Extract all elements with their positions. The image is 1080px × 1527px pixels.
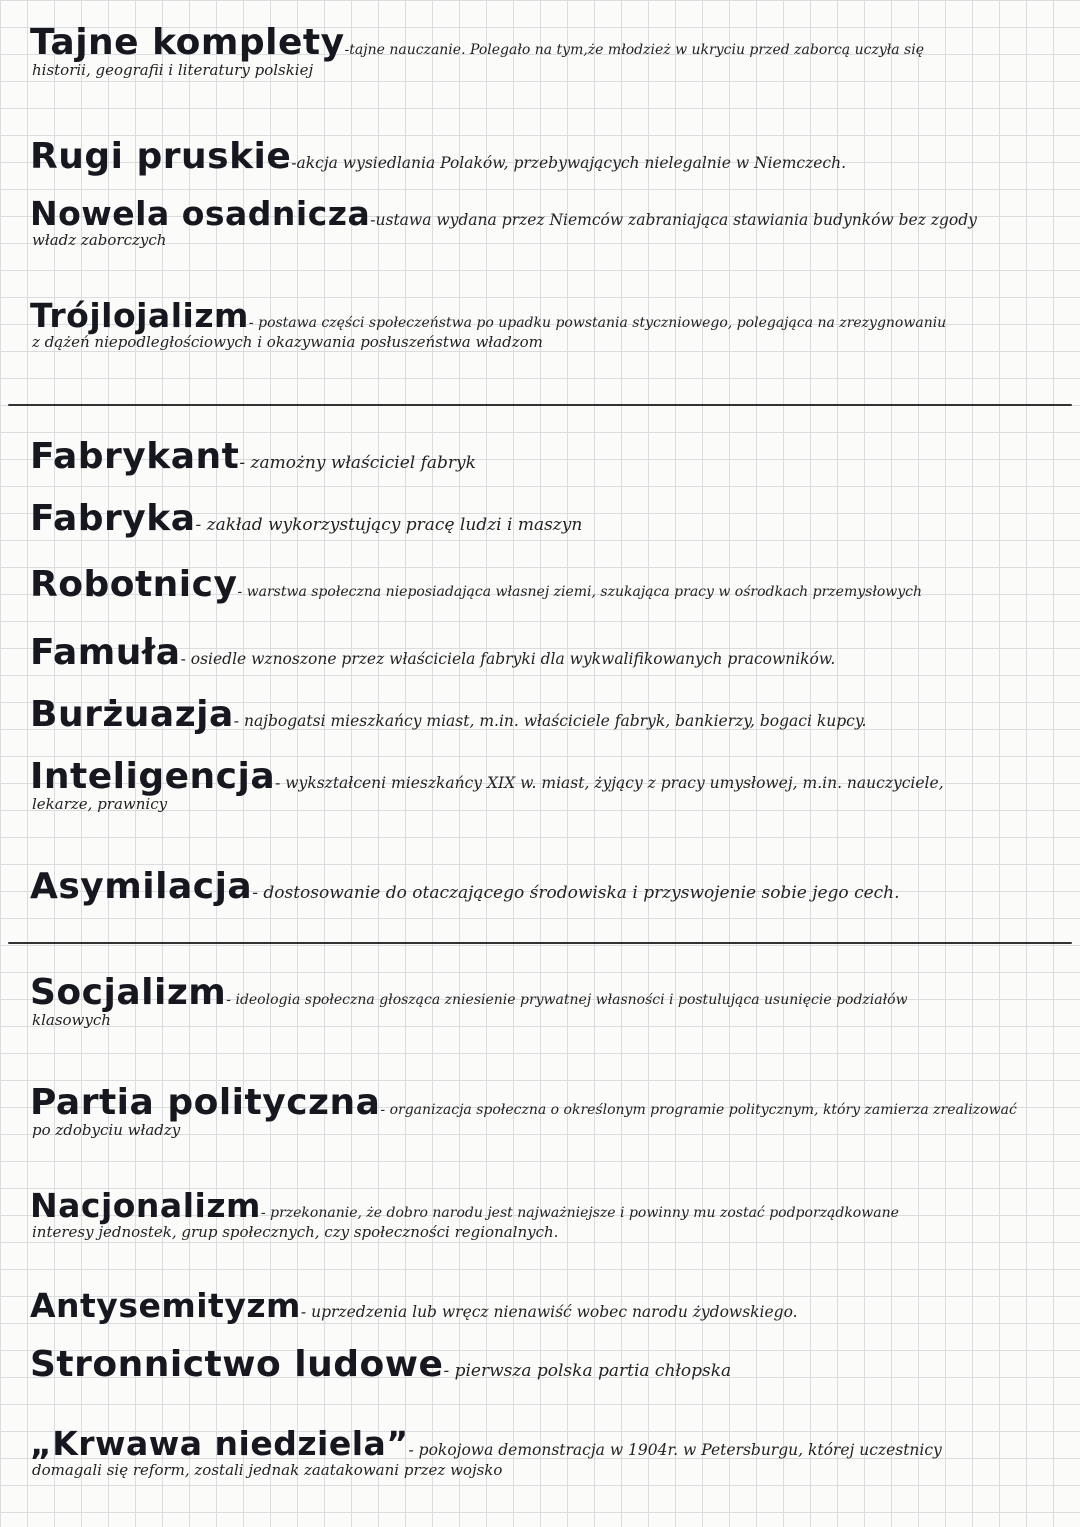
definition: - warstwa społeczna nieposiadająca własnej ziemi, szukająca pracy w ośrodkach przemysłowych	[237, 584, 923, 600]
term: Inteligencja	[30, 756, 276, 797]
definition: - ideologia społeczna głosząca zniesienie prywatnej własności i postulująca usunięcie podziałów	[226, 992, 908, 1008]
definition: - zamożny właściciel fabryk	[239, 453, 476, 473]
term: Famuła	[30, 632, 181, 673]
definition: - przekonanie, że dobro narodu jest najważniejsze i powinny mu zostać podporządkowane	[260, 1205, 899, 1221]
definition-continuation: po zdobyciu władzy	[32, 1121, 181, 1139]
definition: - osiedle wznoszone przez właściciela fabryki dla wykwalifikowanych pracowników.	[180, 650, 836, 668]
definition-continuation: z dążeń niepodległościowych i okazywania posłuszeństwa władzom	[32, 333, 543, 351]
definition: - pierwsza polska partia chłopska	[443, 1361, 732, 1381]
definition: - zakład wykorzystujący pracę ludzi i maszyn	[195, 515, 583, 535]
term: Nacjonalizm	[30, 1186, 261, 1225]
term: „Krwawa niedziela”	[30, 1424, 409, 1463]
entry-famula	[30, 632, 1050, 673]
entry-nacjonalizm	[30, 1186, 1050, 1241]
term: Rugi pruskie	[30, 136, 292, 177]
definition-continuation: klasowych	[32, 1011, 111, 1029]
term: Robotnicy	[30, 564, 238, 605]
definition-continuation: władz zaborczych	[32, 231, 167, 249]
term: Antysemityzm	[30, 1286, 301, 1325]
entry-rugi-pruskie	[30, 136, 1050, 177]
term: Socjalizm	[30, 972, 227, 1013]
definition-continuation: interesy jednostek, grup społecznych, czy społeczności regionalnych.	[32, 1223, 559, 1241]
definition: - wykształceni mieszkańcy XIX w. miast, żyjący z pracy umysłowej, m.in. nauczyciele,	[275, 774, 944, 792]
term: Burżuazja	[30, 694, 234, 735]
entry-trojlojalizm	[30, 296, 1050, 351]
definition: - pokojowa demonstracja w 1904r. w Petersburgu, której uczestnicy	[408, 1441, 942, 1459]
definition-continuation: historii, geografii i literatury polskiej	[32, 61, 314, 79]
entry-asymilacja	[30, 866, 1050, 907]
term: Asymilacja	[30, 866, 253, 907]
term: Tajne komplety	[30, 22, 345, 63]
entry-stronnictwo-ludowe	[30, 1344, 1050, 1385]
term: Trójlojalizm	[30, 296, 249, 335]
entry-antysemityzm	[30, 1286, 1050, 1325]
entry-partia-polityczna	[30, 1082, 1050, 1139]
entry-krwawa-niedziela	[30, 1424, 1050, 1479]
definition-continuation: domagali się reform, zostali jednak zaatakowani przez wojsko	[32, 1461, 503, 1479]
entry-fabryka	[30, 498, 1050, 539]
section-divider	[8, 942, 1072, 944]
term: Partia polityczna	[30, 1082, 381, 1123]
entry-fabrykant	[30, 436, 1050, 477]
entry-robotnicy	[30, 564, 1050, 605]
entry-socjalizm	[30, 972, 1050, 1029]
definition: - postawa części społeczeństwa po upadku powstania styczniowego, polegająca na zrezygnowaniu	[248, 315, 947, 331]
term: Stronnictwo ludowe	[30, 1344, 444, 1385]
entry-tajne-komplety	[30, 22, 1050, 79]
section-divider	[8, 404, 1072, 406]
term: Fabrykant	[30, 436, 240, 477]
entry-nowela-osadnicza	[30, 194, 1050, 249]
definition: -ustawa wydana przez Niemców zabraniająca stawiania budynków bez zgody	[370, 211, 977, 229]
definition: - dostosowanie do otaczającego środowiska i przyswojenie sobie jego cech.	[252, 883, 900, 903]
definition: - organizacja społeczna o określonym programie politycznym, który zamierza zrealizować	[380, 1102, 1017, 1118]
entry-burzuazja	[30, 694, 1050, 735]
definition: -tajne nauczanie. Polegało na tym,że młodzież w ukryciu przed zaborcą uczyła się	[344, 42, 925, 58]
definition: - uprzedzenia lub wręcz nienawiść wobec narodu żydowskiego.	[300, 1303, 798, 1321]
definition: -akcja wysiedlania Polaków, przebywających nielegalnie w Niemczech.	[291, 154, 847, 172]
entry-inteligencja	[30, 756, 1050, 813]
definition-continuation: lekarze, prawnicy	[32, 795, 168, 813]
term: Fabryka	[30, 498, 196, 539]
term: Nowela osadnicza	[30, 194, 371, 233]
definition: - najbogatsi mieszkańcy miast, m.in. właściciele fabryk, bankierzy, bogaci kupcy.	[233, 712, 867, 730]
